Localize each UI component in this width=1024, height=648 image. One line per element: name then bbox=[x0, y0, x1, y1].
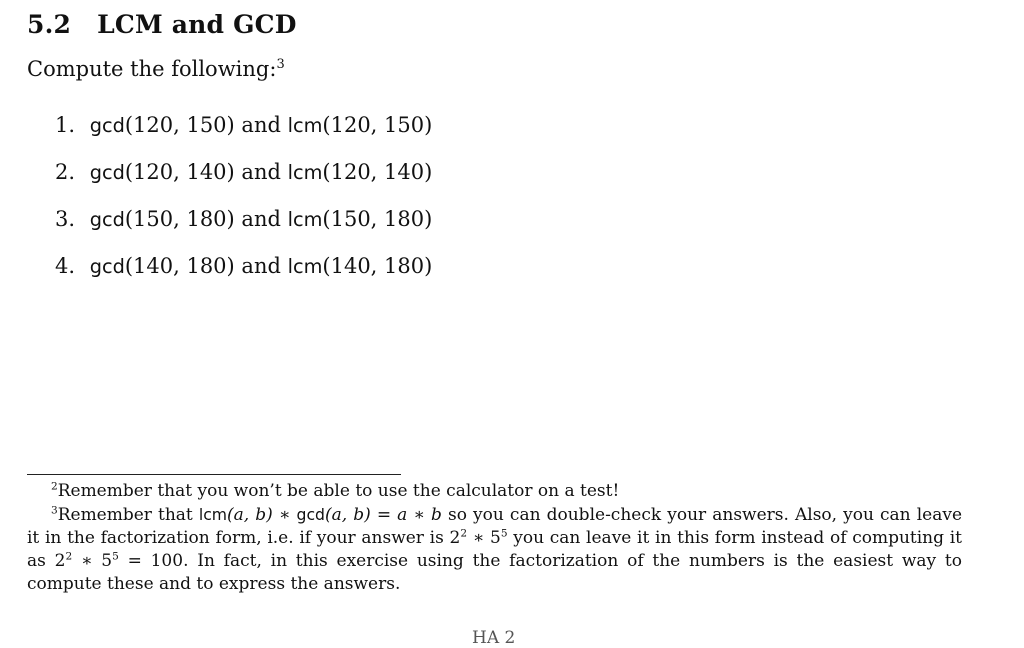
math-operator: ∗ bbox=[467, 528, 491, 548]
math-exponent: 5 bbox=[500, 527, 508, 540]
gcd-arguments: (120, 150) bbox=[124, 113, 235, 137]
item-marker: 2. bbox=[55, 160, 76, 184]
lcm-arguments: (140, 180) bbox=[322, 254, 433, 278]
footnote-ref-3[interactable]: 3 bbox=[276, 57, 285, 72]
gcd-arguments: (150, 180) bbox=[124, 207, 235, 231]
list-item bbox=[55, 205, 432, 252]
gcd-function: gcd bbox=[296, 505, 325, 524]
lcm-function: lcm bbox=[287, 161, 323, 184]
footnote-2 bbox=[27, 480, 962, 503]
list-item bbox=[55, 252, 432, 299]
lcm-function: lcm bbox=[198, 505, 228, 524]
math-exponent: 2 bbox=[65, 550, 73, 563]
lcm-function: lcm bbox=[287, 208, 323, 231]
math-operator: ∗ bbox=[72, 551, 102, 571]
math-result: = 100 bbox=[118, 551, 184, 571]
section-number: 5.2 bbox=[27, 10, 72, 39]
page-number: HA 2 bbox=[472, 628, 516, 648]
intro-text bbox=[27, 57, 285, 81]
section-title: LCM and GCD bbox=[97, 10, 297, 39]
gcd-arguments: (120, 140) bbox=[124, 160, 235, 184]
footnote-mark-2: 2 bbox=[51, 480, 58, 493]
footnote-2-text: Remember that you won’t be able to use the calculator on a test! bbox=[57, 481, 620, 501]
math-var: b bbox=[431, 505, 442, 525]
section-heading bbox=[27, 10, 297, 39]
and-word: and bbox=[241, 254, 281, 278]
math-operator: ∗ bbox=[407, 505, 432, 525]
gcd-function: gcd bbox=[89, 114, 125, 137]
and-word: and bbox=[241, 113, 281, 137]
list-item bbox=[55, 158, 432, 205]
math-operator: ∗ bbox=[272, 505, 297, 525]
footnote-3-text: you can leave it in this form instead of computing it as bbox=[27, 528, 962, 571]
footnote-mark-3: 3 bbox=[51, 504, 58, 517]
and-word: and bbox=[241, 160, 281, 184]
math-exponent: 5 bbox=[112, 550, 119, 563]
lcm-function: lcm bbox=[287, 255, 323, 278]
lcm-arguments: (120, 140) bbox=[322, 160, 433, 184]
item-marker: 1. bbox=[55, 113, 76, 137]
list-item bbox=[55, 111, 432, 158]
math-args: (a, b) bbox=[324, 505, 371, 525]
footnotes bbox=[27, 480, 962, 596]
intro-label: Compute the following: bbox=[27, 57, 277, 81]
item-marker: 3. bbox=[55, 207, 76, 231]
footnote-3-text: so you can double-check your answers. Also, you can leave it in the factorization form, i.e. if your answer is bbox=[27, 505, 963, 548]
gcd-function: gcd bbox=[89, 208, 125, 231]
gcd-function: gcd bbox=[89, 255, 125, 278]
math-base: 2 bbox=[54, 551, 66, 571]
gcd-function: gcd bbox=[89, 161, 125, 184]
math-base: 2 bbox=[449, 528, 461, 548]
lcm-arguments: (120, 150) bbox=[322, 113, 433, 137]
footnote-3-text: . In fact, in this exercise using the factorization of the numbers is the easiest way to compute these and to express the answers. bbox=[27, 551, 962, 594]
math-var: a bbox=[397, 505, 408, 525]
math-args: (a, b) bbox=[227, 505, 273, 525]
math-base: 5 bbox=[490, 528, 501, 548]
math-base: 5 bbox=[101, 551, 113, 571]
footnote-3-text: Remember that bbox=[57, 505, 193, 525]
math-equals: = bbox=[370, 505, 398, 525]
exercise-list bbox=[55, 111, 432, 299]
and-word: and bbox=[241, 207, 281, 231]
gcd-arguments: (140, 180) bbox=[124, 254, 235, 278]
item-marker: 4. bbox=[55, 254, 76, 278]
math-exponent: 2 bbox=[460, 527, 468, 540]
lcm-arguments: (150, 180) bbox=[322, 207, 433, 231]
lcm-function: lcm bbox=[287, 114, 323, 137]
footnote-3 bbox=[27, 503, 962, 596]
footnote-divider bbox=[27, 474, 401, 475]
